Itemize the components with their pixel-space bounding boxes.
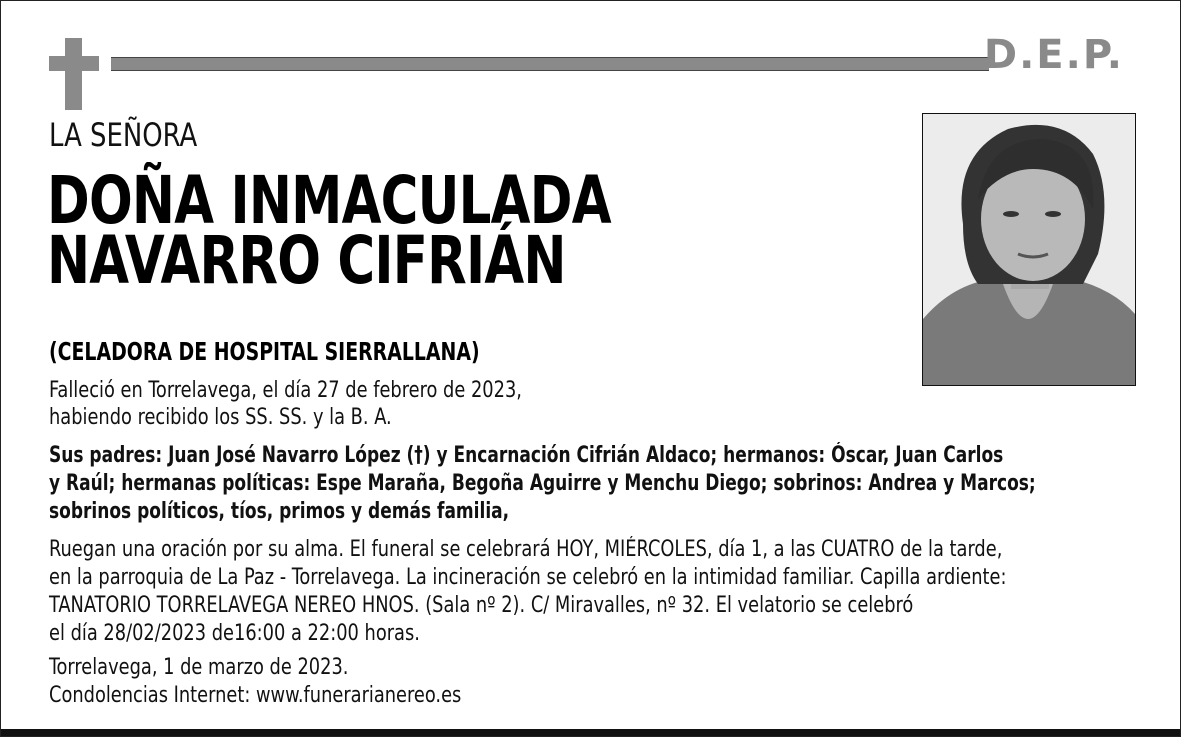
closing	[49, 654, 461, 710]
dep-label: D.E.P.	[983, 32, 1124, 78]
profession: (CELADORA DE HOSPITAL SIERRALLANA)	[49, 337, 480, 366]
portrait-icon	[923, 114, 1135, 385]
bottom-rule	[1, 729, 1180, 736]
portrait-photo	[922, 113, 1136, 386]
funeral-line-1: Ruegan una oración por su alma. El funeral se celebrará HOY, MIÉRCOLES, día 1, a las CUATRO de la tarde,	[49, 537, 1003, 562]
family-line-3: sobrinos políticos, tíos, primos y demás familia,	[49, 499, 510, 524]
name-line-1: DOÑA INMACULADA	[47, 162, 611, 239]
death-line-2: habiendo recibido los SS. SS. y la B. A.	[49, 405, 392, 430]
deceased-name	[47, 162, 611, 299]
place-date: Torrelavega, 1 de marzo de 2023.	[49, 655, 349, 680]
death-line-1: Falleció en Torrelavega, el día 27 de febrero de 2023,	[49, 378, 522, 403]
family-line-1: Sus padres: Juan José Navarro López (†) y Encarnación Cifrián Aldaco; hermanos: Óscar, Juan Carlos	[49, 443, 1004, 468]
condolences-link: Condolencias Internet: www.funerarianereo.es	[49, 683, 462, 708]
family-line-2: y Raúl; hermanas políticas: Espe Maraña, Begoña Aguirre y Menchu Diego; sobrinos: Andrea y Marcos;	[49, 471, 1036, 496]
funeral-line-2: en la parroquia de La Paz - Torrelavega. La incineración se celebró en la intimidad familiar. Capilla ardiente:	[49, 565, 1007, 590]
name-line-2: NAVARRO CIFRIÁN	[47, 222, 566, 299]
cross-icon	[49, 38, 99, 110]
funeral-line-3: TANATORIO TORRELAVEGA NEREO HNOS. (Sala nº 2). C/ Miravalles, nº 32. El velatorio se celebró	[49, 593, 914, 618]
honorific: LA SEÑORA	[49, 116, 198, 154]
family-list	[49, 442, 1036, 526]
header-rule	[111, 57, 989, 71]
funeral-details	[49, 536, 1006, 648]
funeral-line-4: el día 28/02/2023 de16:00 a 22:00 horas.	[49, 621, 420, 646]
death-notice	[49, 377, 522, 431]
